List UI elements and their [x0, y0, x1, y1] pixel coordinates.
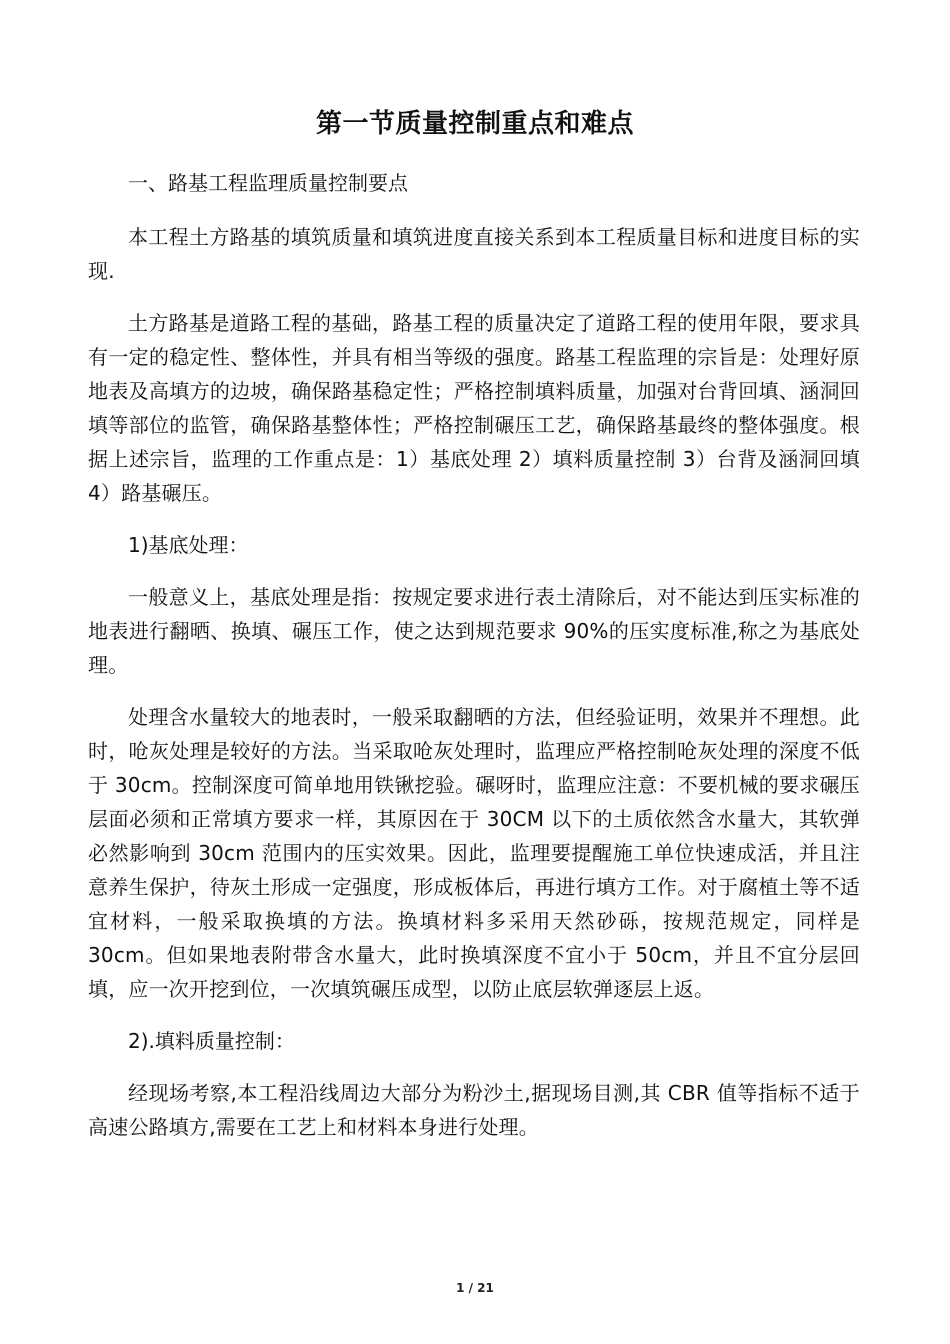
section-heading: 一、路基工程监理质量控制要点: [128, 171, 408, 195]
subheading-fill-quality: 2).填料质量控制：: [128, 1029, 295, 1053]
page-title: 第一节质量控制重点和难点: [315, 109, 634, 139]
paragraph-base-treatment-definition: 一般意义上，基底处理是指：按规定要求进行表土清除后，对不能达到压实标准的地表进行翻晒、换填、碾压工作，使之达到规范要求 90%的压实度标准,称之为基底处理。: [88, 585, 860, 677]
document-body: [88, 166, 860, 1144]
paragraph-base-treatment-method: 处理含水量较大的地表时，一般采取翻晒的方法，但经验证明，效果并不理想。此时，呛灰处理是较好的方法。当采取呛灰处理时，监理应严格控制呛灰处理的深度不低于 30cm。控制深度可简单地用铁锹挖验。碾呀时，监理应注意：不要机械的要求碾压层面必须和正常填方要求一样，其原因在于 30CM 以下的土质依然含水量大，其软弹必然影响到 30cm 范围内的压实效果。因此，监理要提醒施工单位快速成活，并且注意养生保护，待灰土形成一定强度，形成板体后，再进行填方工作。对于腐植土等不适宜材料，一般采取换填的方法。换填材料多采用天然砂砾，按规范规定，同样是 30cm。但如果地表附带含水量大，此时换填深度不宜小于 50cm，并且不宜分层回填，应一次开挖到位，一次填筑碾压成型，以防止底层软弹逐层上返。: [88, 705, 860, 1001]
paragraph-intro: 本工程土方路基的填筑质量和填筑进度直接关系到本工程质量目标和进度目标的实现.: [88, 225, 860, 283]
paragraph-roadbed-purpose: 土方路基是道路工程的基础，路基工程的质量决定了道路工程的使用年限，要求具有一定的稳定性、整体性，并具有相当等级的强度。路基工程监理的宗旨是：处理好原地表及高填方的边坡，确保路基稳定性；严格控制填料质量，加强对台背回填、涵洞回填等部位的监管，确保路基整体性；严格控制碾压工艺，确保路基最终的整体强度。根据上述宗旨，监理的工作重点是：1）基底处理 2）填料质量控制 3）台背及涵洞回填 4）路基碾压。: [88, 311, 860, 505]
page-number: 1 / 21: [456, 1281, 494, 1295]
paragraph-fill-quality: 经现场考察,本工程沿线周边大部分为粉沙土,据现场目测,其 CBR 值等指标不适于高速公路填方,需要在工艺上和材料本身进行处理。: [88, 1081, 860, 1139]
subheading-base-treatment: 1)基底处理：: [128, 533, 249, 557]
